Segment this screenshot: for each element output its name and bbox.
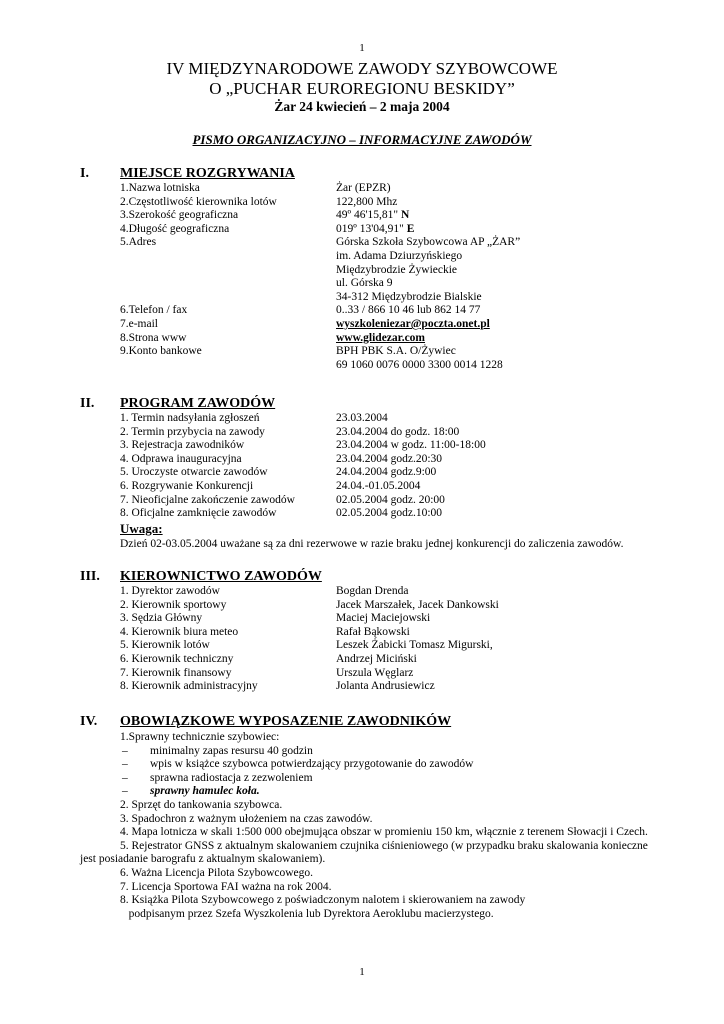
row-value: 24.04.-01.05.2004 [336,479,421,492]
row-value: 019º 13'04,91" [336,222,404,235]
row-value-suffix: N [400,209,410,222]
row-value: Leszek Żabicki Tomasz Migurski, [336,639,493,652]
list-item: 2. Sprzęt do tankowania szybowca. [120,798,283,811]
list-item: 5. Rejestrator GNSS z aktualnym skalowaniem czujnika ciśnieniowego (w przypadku braku skalowania konieczne [120,839,648,852]
table-row [120,291,520,305]
row-label: 7. Nieoficjalne zakończenie zawodów [120,493,295,506]
row-value: Maciej Maciejowski [336,612,431,625]
row-label: 5.Adres [120,236,157,249]
list-item [120,745,648,759]
section-number: III. [80,569,100,584]
row-label: 5. Kierownik lotów [120,639,210,652]
table-row [120,304,520,318]
equipment-list [80,731,648,921]
row-value: www.glidezar.com [336,331,426,344]
table-row [120,318,520,332]
row-value: 23.04.2004 godz.20:30 [336,452,443,465]
row-label [120,291,336,305]
table-row [120,466,486,480]
row-label: 4. Odprawa inauguracyjna [120,452,242,465]
page-number-bottom: 1 [359,966,365,978]
table-row [120,412,486,426]
row-label [120,264,336,278]
list-item: podpisanym przez Szefa Wyszkolenia lub Dyrektora Aeroklubu macierzystego. [120,907,494,920]
table-row [120,453,486,467]
table-row [120,585,499,599]
row-label [120,277,336,291]
table-row [120,507,486,521]
row-label: 9.Konto bankowe [120,345,202,358]
row-value: Andrzej Miciński [336,652,417,665]
section-number: I. [80,166,89,181]
row-value: 49º 46'15,81" [336,209,399,222]
dash-bullet: – [122,785,128,798]
list-item: 3. Spadochron z ważnym ułożeniem na czas zawodów. [120,812,373,825]
row-value: im. Adama Dziurzyńskiego [336,249,463,262]
row-value: Urszula Węglarz [336,666,414,679]
row-label: 1. Dyrektor zawodów [120,585,220,597]
table-row [120,250,520,264]
row-value: BPH PBK S.A. O/Żywiec [336,345,456,358]
table-row [120,626,499,640]
row-label: 4. Kierownik biura meteo [120,625,239,638]
list-item [120,758,648,772]
page-number-top: 1 [359,42,365,54]
table-row [120,345,520,359]
row-value-suffix: E [406,222,415,235]
table-row [120,680,499,694]
section-title: PROGRAM ZAWODÓW [120,396,276,411]
table-row [120,359,520,373]
section-title: KIEROWNICTWO ZAWODÓW [120,569,322,584]
row-label: 5. Uroczyste otwarcie zawodów [120,466,268,479]
row-value: 69 1060 0076 0000 3300 0014 1228 [336,358,503,371]
dash-bullet: – [122,744,128,757]
row-value: 122,800 Mhz [336,195,398,208]
dash-bullet: – [122,758,128,771]
table-row [120,196,520,210]
doc-subtitle: PISMO ORGANIZACYJNO – INFORMACYJNE ZAWODÓW [192,132,532,147]
row-value: Żar (EPZR) [336,182,391,194]
table-row [120,223,520,237]
table-row [120,639,499,653]
row-value: 34-312 Międzybrodzie Bialskie [336,290,482,303]
table-row [120,599,499,613]
row-label: 3. Rejestracja zawodników [120,439,245,452]
row-label: 6.Telefon / fax [120,304,188,317]
list-item-text: minimalny zapas resursu 40 godzin [150,744,313,757]
table-row [120,426,486,440]
section-number: IV. [80,714,98,729]
row-label: 8.Strona www [120,331,187,344]
note-text: Dzień 02-03.05.2004 uważane są za dni rezerwowe w razie braku jednej konkurencji do zaliczenia zawodów. [120,538,624,550]
row-value: ul. Górska 9 [336,277,393,290]
section-number: II. [80,396,95,411]
row-value: Rafał Bąkowski [336,625,410,638]
section-rows [120,182,520,372]
dash-bullet: – [122,771,128,784]
row-value: 02.05.2004 godz. 20:00 [336,493,445,506]
doc-title-line2: O „PUCHAR EUROREGIONU BESKIDY” [209,79,515,98]
note-title: Uwaga: [120,521,163,536]
row-value: 0..33 / 866 10 46 lub 862 14 77 [336,304,481,317]
table-row [120,332,520,346]
equipment-items [80,798,648,921]
row-label: 1. Termin nadsyłania zgłoszeń [120,412,260,424]
table-row [120,264,520,278]
table-row [120,236,520,250]
list-item-text: sprawna radiostacja z zezwoleniem [150,771,313,784]
table-row [120,480,486,494]
table-row [120,182,520,196]
list-item: 8. Książka Pilota Szybowcowego z poświadczonym nalotem i skierowaniem na zawody [120,894,526,907]
table-row [120,209,520,223]
row-label: 4.Długość geograficzna [120,222,230,235]
row-label: 2. Termin przybycia na zawody [120,425,265,438]
row-value: Górska Szkoła Szybowcowa AP „ŻAR” [336,236,521,249]
row-label: 8. Oficjalne zamknięcie zawodów [120,507,277,520]
row-label: 2.Częstotliwość kierownika lotów [120,195,277,208]
row-value: Jacek Marszałek, Jacek Dankowski [336,598,499,611]
list-item [120,772,648,786]
section-rows [120,585,499,694]
section-title: MIEJSCE ROZGRYWANIA [120,166,295,181]
table-row [120,277,520,291]
row-value: 24.04.2004 godz.9:00 [336,466,437,479]
row-label: 7.e-mail [120,317,158,330]
row-label: 2. Kierownik sportowy [120,598,227,611]
row-label: 1.Nazwa lotniska [120,182,200,194]
row-value: 23.04.2004 do godz. 18:00 [336,425,460,438]
row-label: 7. Kierownik finansowy [120,666,232,679]
row-value: wyszkoleniezar@poczta.onet.pl [336,317,490,330]
row-value: Międzybrodzie Żywieckie [336,263,458,276]
list-item: 6. Ważna Licencja Pilota Szybowcowego. [120,866,314,879]
row-label [120,250,336,264]
row-value: Bogdan Drenda [336,585,409,597]
row-label: 8. Kierownik administracyjny [120,680,258,693]
row-label: 3.Szerokość geograficzna [120,209,239,222]
section-title: OBOWIĄZKOWE WYPOSAZENIE ZAWODNIKÓW [120,714,452,729]
list-item: jest posiadanie barografu z aktualnym skalowaniem). [80,853,326,866]
list-item: 1.Sprawny technicznie szybowiec: [120,731,280,743]
glider-requirements [120,745,648,786]
doc-title-line1: IV MIĘDZYNARODOWE ZAWODY SZYBOWCOWE [166,59,558,78]
row-value: 23.04.2004 w godz. 11:00-18:00 [336,439,486,452]
table-row [120,653,499,667]
row-value: Jolanta Andrusiewicz [336,680,435,693]
table-row [120,494,486,508]
list-item: 7. Licencja Sportowa FAI ważna na rok 2004. [120,880,332,893]
row-value: 23.03.2004 [336,412,388,424]
section-rows [120,412,486,521]
row-label: 6. Rozgrywanie Konkurencji [120,479,254,492]
row-value: 02.05.2004 godz.10:00 [336,507,443,520]
row-label: 3. Sędzia Główny [120,612,203,625]
row-label: 6. Kierownik techniczny [120,652,234,665]
list-item: 4. Mapa lotnicza w skali 1:500 000 obejmująca obszar w promieniu 150 km, włącznie z terenem Słowacji i Czech. [120,826,648,839]
doc-title-dates: Żar 24 kwiecień – 2 maja 2004 [274,99,450,114]
list-item [120,785,648,799]
table-row [120,439,486,453]
table-row [120,667,499,681]
list-item-text: sprawny hamulec koła. [150,785,260,798]
table-row [120,612,499,626]
list-item-text: wpis w książce szybowca potwierdzający przygotowanie do zawodów [150,758,474,771]
row-label [120,359,336,373]
